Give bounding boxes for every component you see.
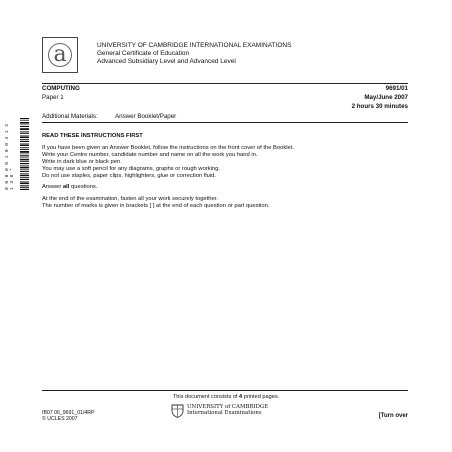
instruction-line: At the end of the examination, fasten all your work securely together. (42, 196, 218, 203)
candidate-barcode-number: 0 0 0 0 0 1 0 0 4 1 3 1 3 8 * (5, 123, 15, 190)
paper-code: 9691/01 (385, 85, 408, 92)
page-count-post: printed pages. (242, 394, 280, 400)
turn-over-label: [Turn over (378, 413, 408, 419)
cambridge-crest-icon (171, 404, 184, 418)
instructions-block (42, 133, 408, 210)
answer-all-line (42, 184, 408, 191)
additional-materials-value: Answer Booklet/Paper (115, 113, 177, 120)
footer-rule (42, 390, 408, 391)
header-line-2: General Certificate of Education (97, 50, 190, 57)
exam-session: May/June 2007 (364, 94, 408, 101)
header-line-3: Advanced Subsidiary Level and Advanced Level (97, 58, 236, 65)
middle-rule (42, 122, 408, 123)
logo-glyph: a (53, 42, 67, 67)
instruction-line: You may use a soft pencil for any diagrams, graphs or rough working. (42, 165, 220, 172)
ucles-line-1: UNIVERSITY of CAMBRIDGE (187, 404, 269, 410)
ucles-logo (187, 404, 268, 417)
page-count-line (0, 394, 452, 400)
cambridge-a-logo-icon (42, 37, 78, 73)
exam-board-header (97, 42, 291, 66)
instruction-line: If you have been given an Answer Booklet, follow the instructions on the front cover of the Booklet. (42, 144, 294, 151)
page-count-bold: 4 (239, 394, 243, 400)
exam-duration: 2 hours 30 minutes (351, 103, 408, 110)
additional-materials-label: Additional Materials: (42, 113, 98, 120)
footer-ref-code: IB07 06_9691_01/4RP (42, 410, 95, 416)
page-count-pre: This document consists of (172, 394, 240, 400)
subject-title: COMPUTING (42, 85, 80, 92)
instruction-line: Do not use staples, paper clips, highlighters, glue or correction fluid. (42, 172, 217, 179)
answer-pre: Answer (42, 184, 63, 191)
ucles-line-2: International Examinations (187, 410, 262, 417)
instruction-line: Write your Centre number, candidate number and name on all the work you hand in. (42, 151, 258, 158)
answer-post: questions. (69, 184, 98, 191)
instruction-line: Write in dark blue or black pen. (42, 158, 122, 165)
instructions-heading: READ THESE INSTRUCTIONS FIRST (42, 133, 143, 139)
top-rule (42, 83, 408, 84)
header-line-1: UNIVERSITY OF CAMBRIDGE INTERNATIONAL EXAMINATIONS (97, 42, 292, 49)
instruction-line: The number of marks is given in brackets [ ] at the end of each question or part question. (42, 203, 270, 210)
paper-number: Paper 1 (42, 94, 64, 101)
footer-copyright: © UCLES 2007 (42, 416, 78, 422)
answer-bold: all (62, 184, 70, 191)
